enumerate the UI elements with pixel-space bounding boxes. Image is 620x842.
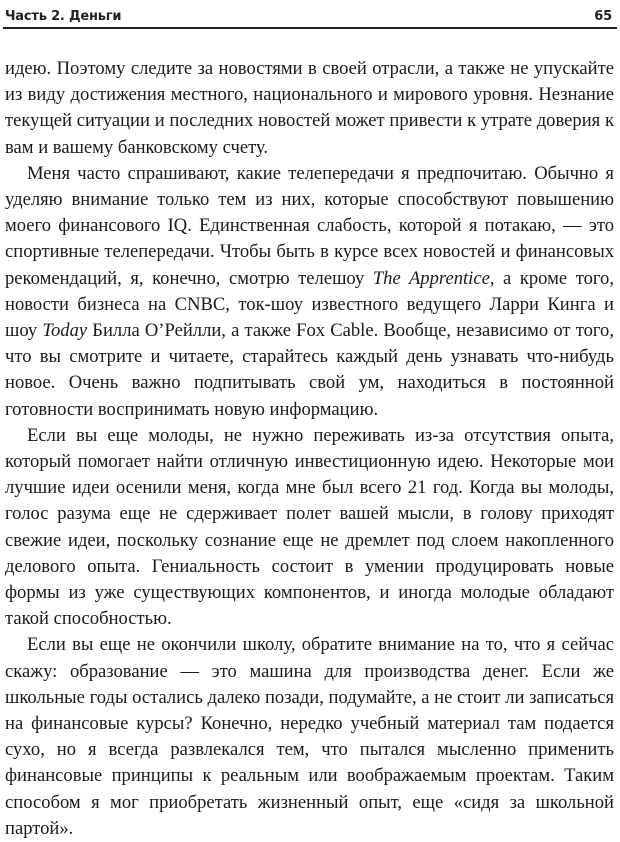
text-segment: Билла О’Рейлли, а также Fox Cable. Вообще, независимо от того, что вы смотрите и читаете, старайтесь каждый день узнавать что-нибудь новое. Очень важно подпитывать свой ум, находиться в постоянной готовности воспринимать новую информацию. bbox=[5, 320, 614, 420]
text-segment: Если вы еще не окончили школу, обратите внимание на то, что я сейчас скажу: образование — это машина для производства денег. Если же школьные годы остались далеко позади, подумайте, а не стоит ли записаться на финансовые курсы? Конечно, нередко учебный материал там подается сухо, но я всегда развлекался тем, что пытался мысленно применить финансовые принципы к реальным или воображаемым проектам. Таким способом я мог приобретать жизненный опыт, еще «сидя за школьной партой». bbox=[5, 634, 614, 839]
header-rule bbox=[3, 27, 617, 29]
paragraph bbox=[5, 632, 614, 842]
paragraph bbox=[5, 56, 614, 161]
page-number: 65 bbox=[594, 9, 612, 24]
text-segment: , а кроме того, новости бизнеса на CNBC, ток-шоу известного ведущего Ларри Кинга и шоу bbox=[5, 267, 614, 342]
text-segment: Меня часто спрашивают, какие телепередачи я предпочитаю. Обычно я уделяю внимание только тем из них, которые способствуют повышению моего финансового IQ. Единственная слабость, которой я потакаю, — это спортивные телепередачи. Чтобы быть в курсе всех новостей и финансовых рекомендаций, я, конечно, смотрю телешоу bbox=[5, 162, 614, 289]
paragraph bbox=[5, 423, 614, 633]
text-segment: идею. Поэтому следите за новостями в своей отрасли, а также не упускайте из виду достижения местного, национального и мирового уровня. Незнание текущей ситуации и последних новостей может привести к утрате доверия к вам и вашему банковскому счету. bbox=[5, 58, 614, 158]
section-title: Часть 2. Деньги bbox=[5, 9, 122, 24]
italic-title: Today bbox=[42, 320, 88, 342]
paragraph bbox=[5, 161, 614, 423]
text-segment: Если вы еще молоды, не нужно переживать из-за отсутствия опыта, который помогает найти отличную инвестиционную идею. Некоторые мои лучшие идеи осенили меня, когда мне был всего 21 год. Когда вы молоды, голос разума еще не сдерживает полет вашей мысли, в голову приходят свежие идеи, поскольку сознание еще не дремлет под слоем накопленного делового опыта. Гениальность состоит в умении продуцировать новые формы из уже существующих компонентов, и иногда молодые обладают такой способностью. bbox=[5, 424, 614, 630]
running-header bbox=[5, 0, 612, 24]
body-text bbox=[5, 56, 614, 842]
italic-title: The Apprentice bbox=[372, 267, 490, 289]
